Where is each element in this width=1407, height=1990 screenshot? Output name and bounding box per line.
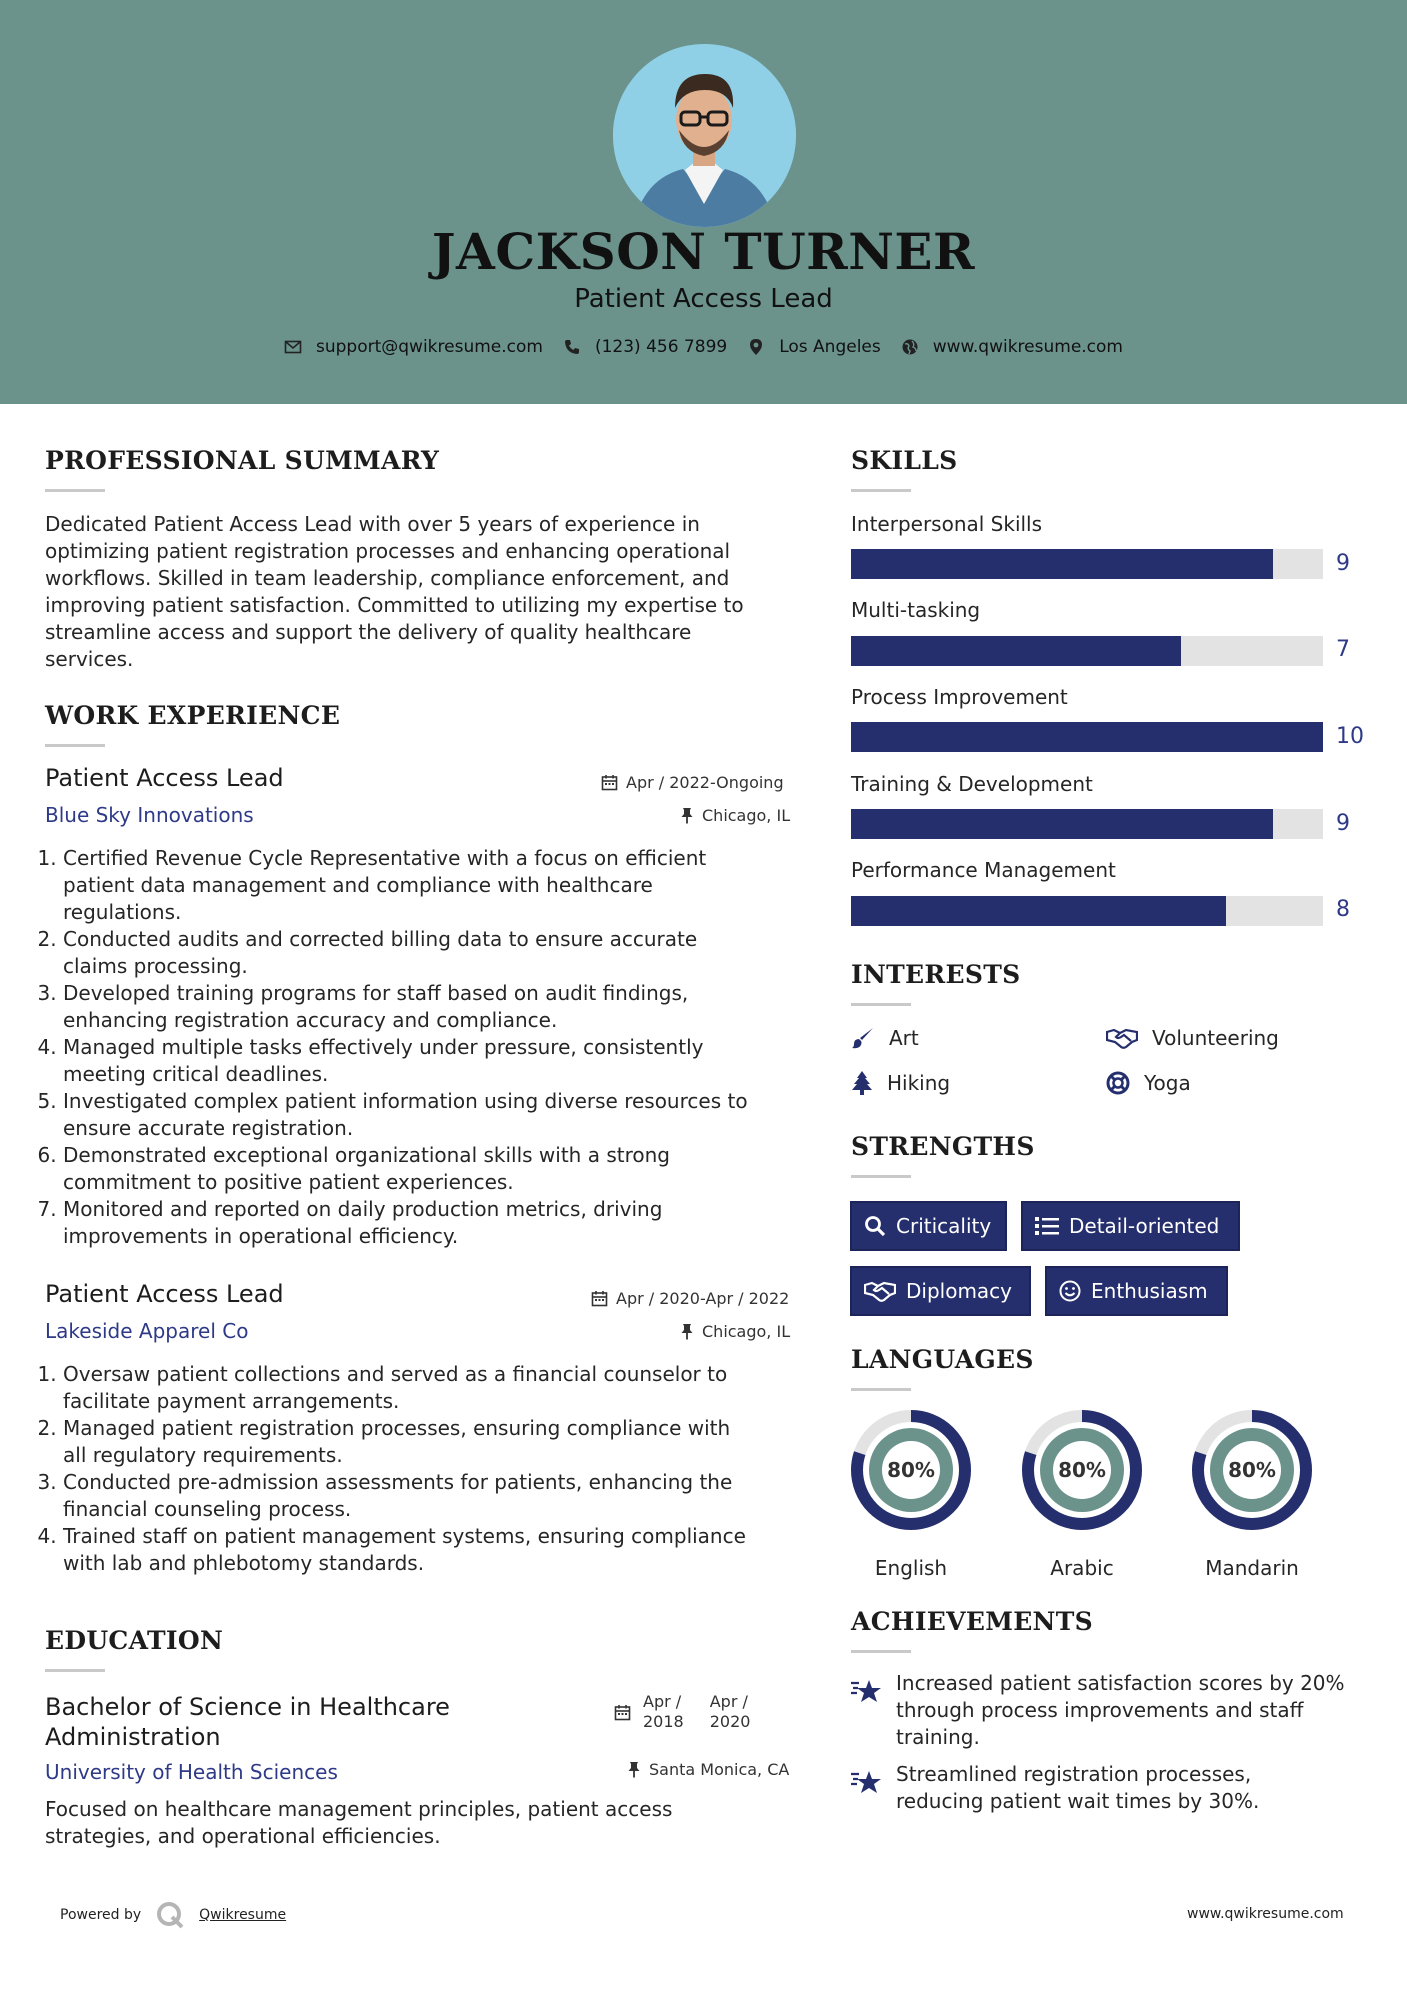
smile-icon	[1059, 1280, 1081, 1302]
list-item: 3. Developed training programs for staff based on audit findings, enhancing registration accuracy and compliance.	[63, 980, 807, 1034]
language-percent: 80%	[887, 1458, 935, 1482]
skill-value: 7	[1336, 637, 1350, 662]
education-rule	[45, 1669, 105, 1672]
list-item: 6. Demonstrated exceptional organizational skills with a strong commitment to positive patient experiences.	[63, 1142, 807, 1196]
summary-line: improving patient satisfaction. Committed to utilizing my expertise to	[45, 593, 744, 617]
degree-title	[45, 1692, 450, 1752]
language-item	[1190, 1408, 1314, 1580]
skill-bar	[851, 549, 1323, 579]
location-text: Los Angeles	[779, 337, 881, 357]
skills-heading: SKILLS	[851, 446, 958, 475]
star-award-icon	[850, 1768, 882, 1796]
skill-bar-fill	[851, 636, 1181, 666]
list-item: 5. Investigated complex patient information using diverse resources to ensure accurate registration.	[63, 1088, 807, 1142]
interest-item: Yoga	[1106, 1071, 1191, 1095]
skill-label: Multi-tasking	[851, 598, 981, 622]
languages-rule	[851, 1388, 911, 1391]
achievement-item: Increased patient satisfaction scores by 20% through process improvements and staff training.	[896, 1671, 1345, 1749]
map-pin-icon	[747, 338, 765, 356]
summary-text	[45, 511, 805, 673]
education-dates	[614, 1692, 750, 1732]
candidate-role: Patient Access Lead	[574, 284, 833, 314]
interest-item: Art	[851, 1026, 919, 1050]
achievements-rule	[851, 1650, 911, 1653]
education-heading: EDUCATION	[45, 1626, 224, 1655]
job-location-text: Chicago, IL	[702, 806, 791, 825]
skill-bar-fill	[851, 722, 1323, 752]
skill-bar-fill	[851, 896, 1226, 926]
education-start: Apr / 2018	[643, 1692, 684, 1731]
skill-bar	[851, 809, 1323, 839]
skill-value: 9	[1336, 811, 1350, 836]
language-ring	[1190, 1408, 1314, 1532]
language-label: Mandarin	[1205, 1556, 1299, 1580]
qwikresume-logo-icon	[155, 1900, 185, 1930]
strength-tag: Diplomacy	[850, 1266, 1031, 1316]
tree-icon	[851, 1071, 873, 1095]
language-percent: 80%	[1228, 1458, 1276, 1482]
job-dates	[601, 773, 784, 792]
job-dates	[591, 1289, 789, 1308]
pushpin-icon	[680, 807, 694, 824]
person-photo-icon	[613, 44, 796, 227]
interest-item: Volunteering	[1106, 1026, 1279, 1050]
powered-by-label: Powered by	[60, 1907, 142, 1923]
summary-line: workflows. Skilled in team leadership, compliance enforcement, and	[45, 566, 730, 590]
education-location	[627, 1760, 789, 1779]
calendar-icon	[614, 1704, 631, 1721]
interests-rule	[851, 1003, 911, 1006]
company-name: Lakeside Apparel Co	[45, 1319, 249, 1343]
strengths-heading: STRENGTHS	[851, 1132, 1035, 1161]
list-item: 2. Managed patient registration processes, ensuring compliance with all regulatory requirements.	[63, 1415, 807, 1469]
job-location	[680, 806, 790, 825]
brand-link[interactable]: Qwikresume	[199, 1907, 287, 1923]
job-location-text: Chicago, IL	[702, 1322, 791, 1341]
education-end: Apr / 2020	[709, 1692, 751, 1731]
skill-value: 8	[1336, 897, 1350, 922]
job-dates-text: Apr / 2020-Apr / 2022	[616, 1289, 790, 1308]
education-location-text: Santa Monica, CA	[649, 1760, 790, 1779]
website-text[interactable]: www.qwikresume.com	[932, 337, 1123, 357]
skill-bar-fill	[851, 549, 1273, 579]
language-label: Arabic	[1050, 1556, 1114, 1580]
contact-email[interactable]	[284, 337, 543, 357]
language-label: English	[874, 1556, 948, 1580]
skill-label: Interpersonal Skills	[851, 512, 1043, 536]
language-item	[1020, 1408, 1144, 1580]
candidate-name: JACKSON TURNER	[431, 222, 976, 281]
interest-item: Hiking	[851, 1071, 950, 1095]
skill-label: Performance Management	[851, 858, 1116, 882]
email-text[interactable]: support@qwikresume.com	[316, 337, 543, 357]
languages-heading: LANGUAGES	[851, 1345, 1034, 1374]
lifering-icon	[1106, 1071, 1130, 1095]
language-percent: 80%	[1058, 1458, 1106, 1482]
experience-heading: WORK EXPERIENCE	[45, 701, 341, 730]
skill-bar	[851, 896, 1323, 926]
education-description: Focused on healthcare management principles, patient access strategies, and operational efficiencies.	[45, 1797, 673, 1848]
profile-photo	[613, 44, 796, 227]
job-duties-list	[37, 845, 807, 1250]
strength-tag: Criticality	[850, 1201, 1007, 1251]
skill-value: 10	[1336, 724, 1364, 749]
search-icon	[864, 1215, 886, 1237]
pushpin-icon	[627, 1761, 641, 1778]
skill-label: Process Improvement	[851, 685, 1068, 709]
job-title: Patient Access Lead	[45, 764, 284, 792]
language-ring	[1020, 1408, 1144, 1532]
list-item: 1. Oversaw patient collections and served as a financial counselor to facilitate payment arrangements.	[63, 1361, 807, 1415]
strength-tag: Detail-oriented	[1021, 1201, 1240, 1251]
contact-phone[interactable]	[563, 337, 727, 357]
envelope-icon	[284, 338, 302, 356]
summary-heading: PROFESSIONAL SUMMARY	[45, 446, 440, 475]
language-ring	[849, 1408, 973, 1532]
paintbrush-icon	[851, 1026, 875, 1050]
job-duties-list	[37, 1361, 807, 1577]
interests-heading: INTERESTS	[851, 960, 1021, 989]
contact-location	[747, 337, 881, 357]
list-item: 7. Monitored and reported on daily production metrics, driving improvements in operational efficiency.	[63, 1196, 807, 1250]
summary-line: services.	[45, 647, 134, 671]
job-location	[680, 1322, 790, 1341]
school-name: University of Health Sciences	[45, 1760, 338, 1784]
company-name: Blue Sky Innovations	[45, 803, 254, 827]
skill-value: 9	[1336, 551, 1350, 576]
contact-website[interactable]	[901, 337, 1123, 357]
achievements-heading: ACHIEVEMENTS	[851, 1607, 1093, 1636]
list-item: 4. Managed multiple tasks effectively under pressure, consistently meeting critical deadlines.	[63, 1034, 807, 1088]
skill-bar-fill	[851, 809, 1273, 839]
summary-line: optimizing patient registration processes and enhancing operational	[45, 539, 731, 563]
phone-text[interactable]: (123) 456 7899	[594, 337, 728, 357]
degree-line: Bachelor of Science in Healthcare	[45, 1693, 450, 1721]
globe-icon	[901, 338, 919, 356]
achievement-item: Streamlined registration processes, reducing patient wait times by 30%.	[896, 1762, 1260, 1813]
calendar-icon	[601, 774, 618, 791]
handshake-icon	[864, 1280, 896, 1302]
job-dates-text: Apr / 2022-Ongoing	[626, 773, 784, 792]
list-icon	[1035, 1216, 1059, 1236]
star-award-icon	[850, 1677, 882, 1705]
experience-rule	[45, 744, 105, 747]
list-item: 1. Certified Revenue Cycle Representative with a focus on efficient patient data management and compliance with healthcare regulations.	[63, 845, 807, 926]
list-item: 2. Conducted audits and corrected billing data to ensure accurate claims processing.	[63, 926, 807, 980]
pushpin-icon	[680, 1323, 694, 1340]
skill-bar	[851, 636, 1323, 666]
calendar-icon	[591, 1290, 608, 1307]
degree-line: Administration	[45, 1723, 221, 1751]
phone-icon	[563, 338, 581, 356]
list-item: 4. Trained staff on patient management systems, ensuring compliance with lab and phlebotomy standards.	[63, 1523, 807, 1577]
handshake-icon	[1106, 1026, 1138, 1050]
summary-rule	[45, 489, 105, 492]
summary-line: Dedicated Patient Access Lead with over 5 years of experience in	[45, 512, 700, 536]
footer-website[interactable]: www.qwikresume.com	[1187, 1906, 1344, 1922]
language-item	[849, 1408, 973, 1580]
footer-branding	[60, 1900, 286, 1930]
summary-line: streamline access and support the delivery of quality healthcare	[45, 620, 692, 644]
skill-bar	[851, 722, 1323, 752]
strengths-rule	[851, 1175, 911, 1178]
resume-header	[0, 0, 1407, 404]
list-item: 3. Conducted pre-admission assessments for patients, enhancing the financial counseling process.	[63, 1469, 807, 1523]
job-title: Patient Access Lead	[45, 1280, 284, 1308]
skill-label: Training & Development	[851, 772, 1093, 796]
skills-rule	[851, 489, 911, 492]
strength-tag: Enthusiasm	[1045, 1266, 1228, 1316]
contact-bar	[0, 337, 1407, 357]
